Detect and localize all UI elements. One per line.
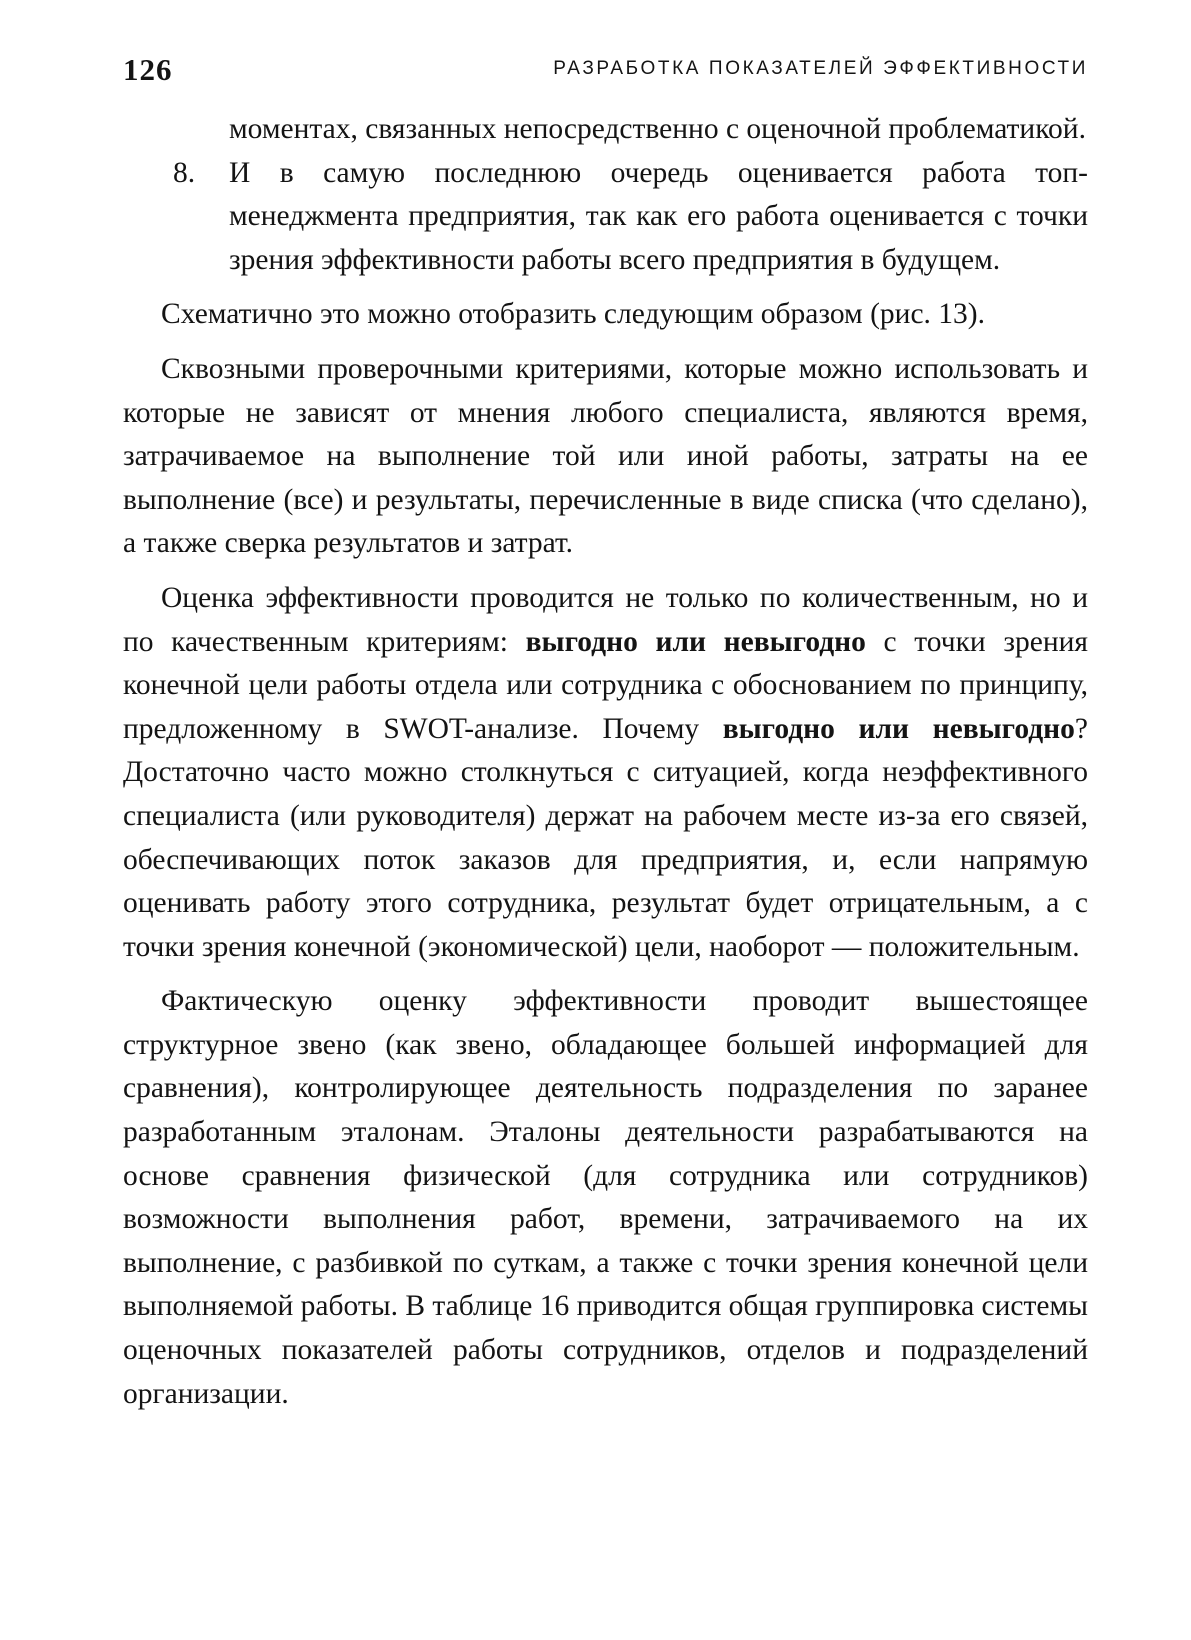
- list-item-8: [123, 152, 1088, 283]
- paragraph-text-part: с точки зрения конечной цели работы отдела или сотрудника с обоснованием по принципу, предложенному в SWOT-анализе. Почему: [123, 625, 1088, 745]
- emphasis-text: выгодно или невыгодно: [722, 712, 1075, 745]
- paragraph-criteria: Сквозными проверочными критериями, которые можно использовать и которые не зависят от мнения любого специалиста, являются время, затрачиваемое на выполнение той или иной работы, затраты на ее выполнение (все) и результаты, перечисленные в виде списка (что сделано), а также сверка результатов и затрат.: [123, 352, 1088, 560]
- paragraph-evaluation: [123, 577, 1088, 969]
- emphasis-text: выгодно или невыгодно: [525, 625, 866, 658]
- list-number: 8.: [173, 156, 196, 189]
- running-header: [123, 52, 1088, 92]
- paragraph-actual-assessment: Фактическую оценку эффективности проводит вышестоящее структурное звено (как звено, обладающее большей информацией для сравнения), контролирующее деятельность подразделения по заранее разработанным эталонам. Эталоны деятельности разрабатываются на основе сравнения физической (для сотрудника или сотрудников) возможности выполнения работ, времени, затрачиваемого на их выполнение, с разбивкой по суткам, а также с точки зрения конечной цели выполняемой работы. В таблице 16 приводится общая группировка системы оценочных показателей работы сотрудников, отделов и подразделений организации.: [123, 985, 1088, 1410]
- paragraph-text-part: ? Достаточно часто можно столкнуться с ситуацией, когда неэффективного специалиста (или руководителя) держат на рабочем месте из-за его связей, обеспечивающих поток заказов для предприятия, и, если напрямую оценивать работу этого сотрудника, результат будет отрицательным, а с точки зрения конечной (экономической) цели, наоборот — положительным.: [123, 712, 1089, 963]
- paragraph-text-part: Оценка эффективности проводится не только по количественным, но и по качественным критериям:: [123, 581, 1088, 658]
- paragraph-schematic: Схематично это можно отобразить следующим образом (рис. 13).: [161, 298, 985, 331]
- running-title: РАЗРАБОТКА ПОКАЗАТЕЛЕЙ ЭФФЕКТИВНОСТИ: [553, 58, 1088, 79]
- page-number: 126: [123, 52, 173, 87]
- body-text: [123, 108, 1088, 1427]
- list-text: И в самую последнюю очередь оценивается работа топ-менеджмента предприятия, так как его работа оценивается с точки зрения эффективности работы всего предприятия в будущем.: [229, 156, 1088, 276]
- list-item-7-continuation: моментах, связанных непосредственно с оценочной проблематикой.: [229, 113, 1086, 145]
